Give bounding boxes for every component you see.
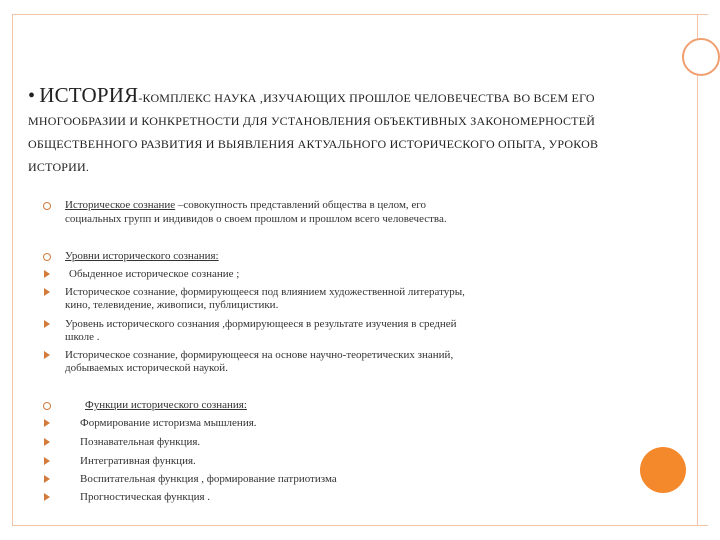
level-item-text: Историческое сознание, формирующееся под влиянием художественной литературы, [65,286,465,298]
intro-paragraph [28,84,638,179]
frame-top-line [12,14,708,15]
level-item-text: Обыденное историческое сознание ; [69,268,240,280]
frame-bottom-line [12,525,708,526]
level-item-text-cont: добываемых исторической наукой. [65,362,228,374]
ring-bullet-icon [40,249,54,266]
decorative-orange-circle [640,447,686,493]
definition-line-1: –совокупность представлений общества в целом, его [175,199,427,211]
definition-term: Историческое сознание [65,199,176,211]
arrow-bullet-icon [40,285,54,301]
arrow-bullet-icon [40,416,54,432]
arrow-bullet-icon [40,454,54,470]
level-item-text: Уровень исторического сознания ,формирующееся в результате изучения в средней [65,318,457,330]
function-item-text: Формирование историзма мышления. [80,417,257,429]
function-item-text: Прогностическая функция . [80,491,211,503]
arrow-bullet-icon [40,435,54,451]
level-item-text-cont: школе . [65,331,100,343]
arrow-bullet-icon [40,267,54,283]
arrow-bullet-icon [40,490,54,506]
ring-bullet-icon [40,398,54,415]
definition-line-2: социальных групп и индивидов о своем прошлом и прошлом всего человечества. [65,213,447,225]
functions-heading: Функции исторического сознания: [85,399,247,411]
ring-bullet-icon [40,198,54,215]
intro-bullet: • [28,85,36,107]
function-item-text: Познавательная функция. [80,436,201,448]
arrow-bullet-icon [40,472,54,488]
decorative-ring [682,38,720,76]
arrow-bullet-icon [40,348,54,364]
arrow-bullet-icon [40,317,54,333]
level-item-text-cont: кино, телевидение, живописи, публицистики. [65,299,279,311]
intro-term: ИСТОРИЯ [39,83,139,107]
function-item-text: Воспитательная функция , формирование патриотизма [80,473,337,485]
intro-text: -КОМПЛЕКС НАУКА ,ИЗУЧАЮЩИХ ПРОШЛОЕ ЧЕЛОВЕЧЕСТВА ВО ВСЕМ ЕГО МНОГООБРАЗИИ И КОНКРЕТНОСТИ ДЛЯ УСТАНОВЛЕНИЯ ОБЪЕКТИВНЫХ ЗАКОНОМЕРНОСТЕЙ ОБЩЕСТВЕННОГО РАЗВИТИЯ И ВЫЯВЛЕНИЯ АКТУАЛЬНОГО ИСТОРИЧЕСКОГО ОПЫТА, УРОКОВ ИСТОРИИ. [28,91,599,174]
frame-right-line [697,14,698,526]
levels-heading: Уровни исторического сознания: [65,250,219,262]
function-item-text: Интегративная функция. [80,455,196,467]
level-item-text: Историческое сознание, формирующееся на основе научно-теоретических знаний, [65,349,454,361]
frame-left-line [12,14,13,526]
